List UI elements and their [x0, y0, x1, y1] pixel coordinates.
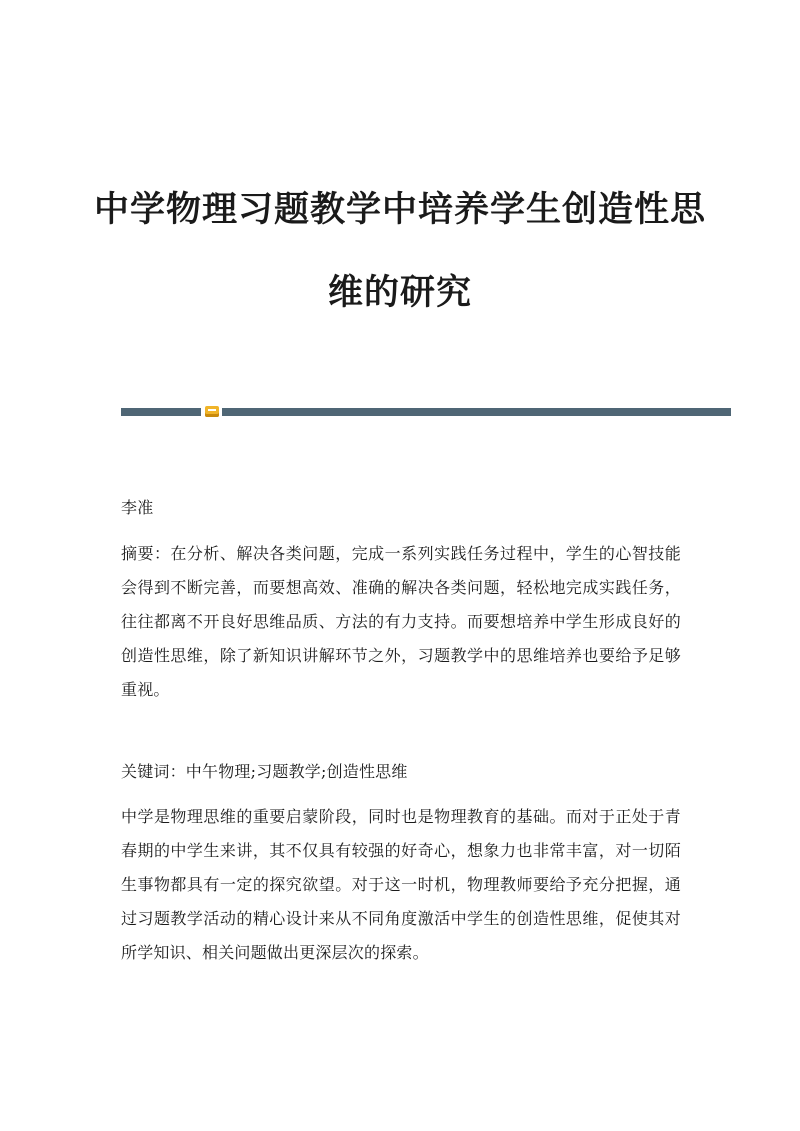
body-paragraph: 中学是物理思维的重要启蒙阶段，同时也是物理教育的基础。而对于正处于青春期的中学生来讲，其不仅具有较强的好奇心，想象力也非常丰富，对一切陌生事物都具有一定的探究欲望。对于这一时机，物理教师要给予充分把握，通过习题教学活动的精心设计来从不同角度激活中学生的创造性思维，促使其对所学知识、相关问题做出更深层次的探索。	[121, 807, 681, 962]
title-divider-right	[222, 408, 731, 416]
page-title-line-1: 中学物理习题教学中培养学生创造性思	[93, 189, 706, 230]
page-title-line-2: 维的研究	[327, 272, 472, 313]
abstract-paragraph: 摘要：在分析、解决各类问题，完成一系列实践任务过程中，学生的心智技能会得到不断完善，而要想高效、准确的解决各类问题，轻松地完成实践任务，往往都离不开良好思维品质、方法的有力支持。而要想培养中学生形成良好的创造性思维，除了新知识讲解环节之外，习题教学中的思维培养也要给予足够重视。	[121, 544, 681, 699]
divider-ornament-icon	[205, 406, 219, 417]
title-divider-left	[121, 408, 201, 416]
keywords-line: 关键词：中午物理;习题教学;创造性思维	[121, 762, 408, 781]
author-name: 李准	[121, 498, 154, 517]
